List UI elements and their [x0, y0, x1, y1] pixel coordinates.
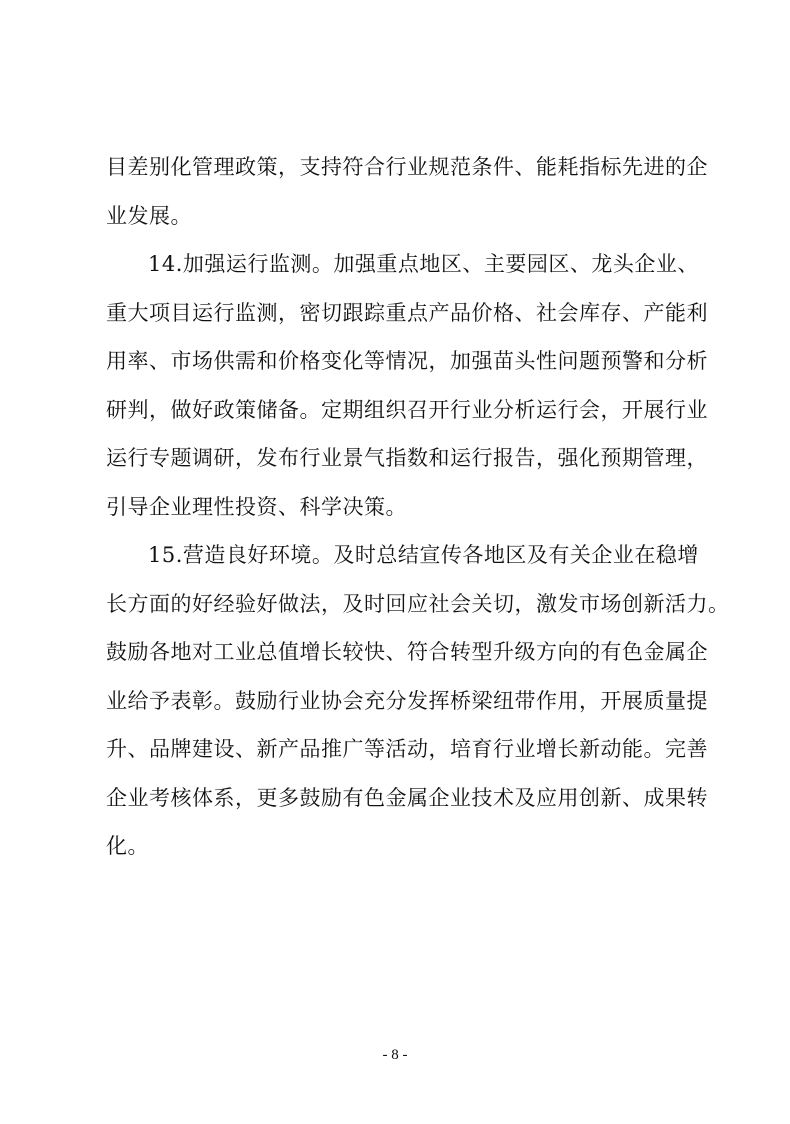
- text-line: 目差别化管理政策，支持符合行业规范条件、能耗指标先进的企: [106, 155, 708, 179]
- text-line: 鼓励各地对工业总值增长较快、符合转型升级方向的有色金属企: [106, 640, 708, 664]
- text-line: 化。: [106, 834, 149, 858]
- text-line: 运行专题调研，发布行业景气指数和运行报告，强化预期管理，: [106, 446, 708, 470]
- text-line: 长方面的好经验好做法，及时回应社会关切，激发市场创新活力。: [106, 591, 730, 616]
- text-line: 重大项目运行监测，密切跟踪重点产品价格、社会库存、产能利: [106, 300, 708, 325]
- text-line: 引导企业理性投资、科学决策。: [106, 494, 407, 519]
- body-text: [106, 143, 730, 871]
- text-line: 14.加强运行监测。加强重点地区、主要园区、龙头企业、: [148, 252, 699, 276]
- text-line: 企业考核体系，更多鼓励有色金属企业技术及应用创新、成果转: [106, 785, 708, 810]
- text-line: 升、品牌建设、新产品推广等活动，培育行业增长新动能。完善: [106, 737, 708, 761]
- text-line: 用率、市场供需和价格变化等情况，加强苗头性问题预警和分析: [106, 349, 708, 373]
- page-number: - 8 -: [382, 1047, 408, 1063]
- text-line: 15.营造良好环境。及时总结宣传各地区及有关企业在稳增: [148, 543, 699, 567]
- text-line: 业发展。: [106, 203, 192, 228]
- text-line: 研判，做好政策储备。定期组织召开行业分析运行会，开展行业: [106, 397, 708, 422]
- text-line: 业给予表彰。鼓励行业协会充分发挥桥梁纽带作用，开展质量提: [106, 688, 708, 713]
